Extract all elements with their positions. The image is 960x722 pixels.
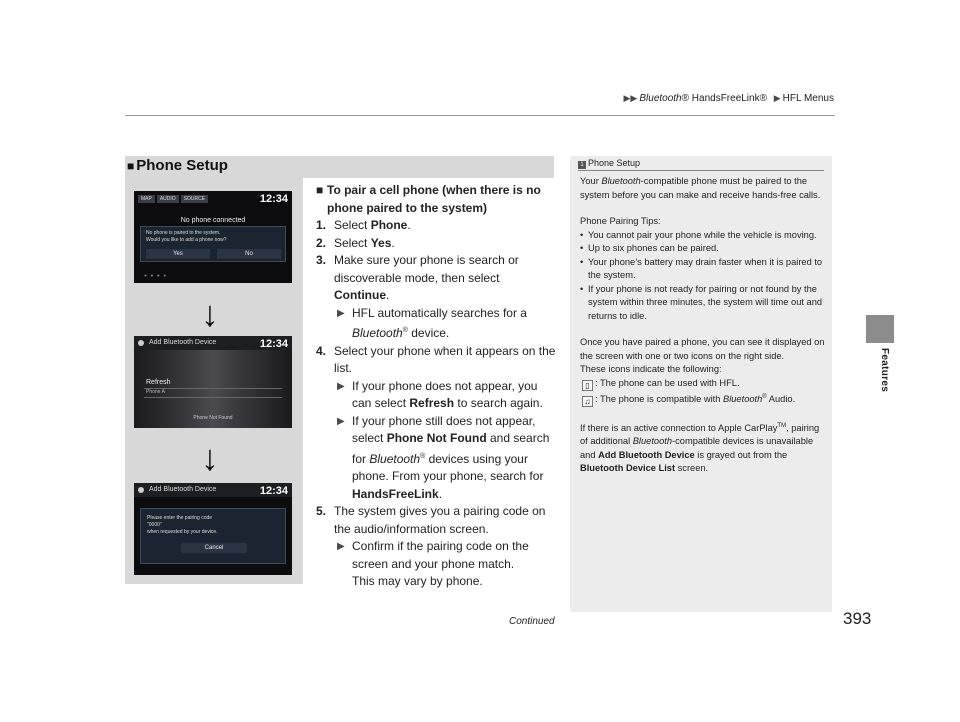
side-note <box>570 156 832 612</box>
screen-no-phone <box>134 191 292 283</box>
down-arrow-icon: ↓ <box>201 437 219 478</box>
screen-pairing-code <box>134 483 292 575</box>
note-paragraph: Your Bluetooth-compatible phone must be paired to the system before you can make and receive hands-free calls. <box>580 176 821 200</box>
header-rule <box>125 115 835 116</box>
note-body <box>580 175 826 476</box>
step-4-note-1: ▶ If your phone does not appear, you can select Refresh to search again. <box>337 378 543 410</box>
section-header <box>125 156 554 178</box>
arrow-icon: ▶ <box>337 307 345 319</box>
step-1: 1. Select Phone. <box>316 218 411 232</box>
square-bullet-icon: ■ <box>127 159 135 173</box>
square-bullet-icon: ■ <box>316 183 324 197</box>
yes-button: Yes <box>146 249 210 259</box>
tip-item: • You cannot pair your phone while the vehicle is moving. <box>580 229 817 240</box>
refresh-item: Refresh <box>146 379 171 386</box>
chapter-tab <box>866 315 894 343</box>
screen-add-device <box>134 336 292 428</box>
step-3-note: ▶ HFL automatically searches for a Bluetooth® device. <box>337 305 527 340</box>
list-divider <box>144 397 282 398</box>
section-title: ■ Phone Setup <box>127 157 228 174</box>
note-paragraph: These icons indicate the following: <box>580 364 722 374</box>
step-5-note: ▶ Confirm if the pairing code on the screen and your phone match. This may vary by phone. <box>337 539 529 588</box>
icon-legend-audio: ♫ : The phone is compatible with Bluetooth® Audio. <box>580 391 826 407</box>
note-number-badge: 1 <box>578 161 586 169</box>
tip-item: • Up to six phones can be paired. <box>580 243 719 253</box>
note-header: 1 Phone Setup <box>578 158 824 171</box>
continued-label: Continued <box>509 616 555 627</box>
instructions <box>316 182 556 591</box>
breadcrumb: ▶▶ Bluetooth® HandsFreeLink® ▶ HFL Menus <box>623 93 834 104</box>
phone-not-found-button: Phone Not Found <box>193 415 233 421</box>
instructions-heading: ■ To pair a cell phone (when there is no phone paired to the system) <box>316 183 541 215</box>
arrow-icon: ▶ <box>337 380 345 392</box>
phone-icon: ▯ <box>582 380 593 391</box>
screen-clock: 12:34 <box>259 485 288 497</box>
pairing-panel <box>140 508 286 564</box>
step-2: 2. Select Yes. <box>316 235 395 250</box>
no-button: No <box>217 249 281 259</box>
phone-a-item: Phone A <box>146 389 165 395</box>
step-3: 3. Make sure your phone is search or discoverable mode, then select Continue. <box>316 253 519 302</box>
step-4-note-2: ▶ If your phone still does not appear, select Phone Not Found and search for Bluetooth® devices using your phone. From your phone, search for HandsFreeLink. <box>337 413 550 501</box>
breadcrumb-hfl: HandsFreeLink® <box>691 93 767 104</box>
down-arrow-icon: ↓ <box>201 293 219 334</box>
screen-title: Add Bluetooth Device <box>149 339 217 346</box>
add-phone-dialog <box>140 226 286 262</box>
icon-legend-hfl: ▯ : The phone can be used with HFL. <box>580 377 826 391</box>
music-note-icon: ♫ <box>582 396 593 407</box>
breadcrumb-arrow-icon: ▶▶ <box>623 93 638 103</box>
step-5: 5. The system gives you a pairing code on the audio/information screen. <box>316 504 546 536</box>
screen-title: Add Bluetooth Device <box>149 486 217 493</box>
tips-heading: Phone Pairing Tips: <box>580 216 661 226</box>
cancel-button: Cancel <box>181 543 247 553</box>
chapter-label: Features <box>879 348 890 393</box>
step-4: 4. Select your phone when it appears on the list. <box>316 343 556 375</box>
screen-clock: 12:34 <box>259 338 288 350</box>
note-paragraph: Once you have paired a phone, you can see it displayed on the screen with one or two icons on the right side. <box>580 337 825 361</box>
back-icon <box>138 487 144 493</box>
screen-heading: No phone connected <box>180 217 246 224</box>
back-icon <box>138 340 144 346</box>
pairing-message: Please enter the pairing code "0000" when requested by your device. <box>147 515 218 535</box>
tab-map: MAP <box>138 195 155 203</box>
arrow-icon: ▶ <box>337 541 345 552</box>
screen-tabs <box>138 195 208 203</box>
tab-source: SOURCE <box>181 195 208 203</box>
arrow-icon: ▶ <box>337 415 345 427</box>
screen-clock: 12:34 <box>259 193 288 205</box>
breadcrumb-bluetooth: Bluetooth <box>639 93 682 104</box>
dialog-message: No phone is paired to the system. Would you like to add a phone now? <box>146 230 227 243</box>
tab-audio: AUDIO <box>157 195 179 203</box>
tip-item: • If your phone is not ready for pairing or not found by the system within three minutes, the system will time out and returns to idle. <box>580 283 823 321</box>
breadcrumb-hfl-menus: HFL Menus <box>782 93 834 104</box>
tip-item: • Your phone’s battery may drain faster when it is paired to the system. <box>580 256 823 280</box>
page-number: 393 <box>843 609 872 628</box>
breadcrumb-arrow-icon: ▶ <box>773 93 781 103</box>
note-paragraph: If there is an active connection to Apple CarPlay™, pairing of additional Bluetooth-compatible devices is unavailable and Add Bluetooth Device is grayed out from the Bluetooth Device List screen. <box>580 422 820 474</box>
page-dots: ● ● ● ● <box>144 273 168 279</box>
